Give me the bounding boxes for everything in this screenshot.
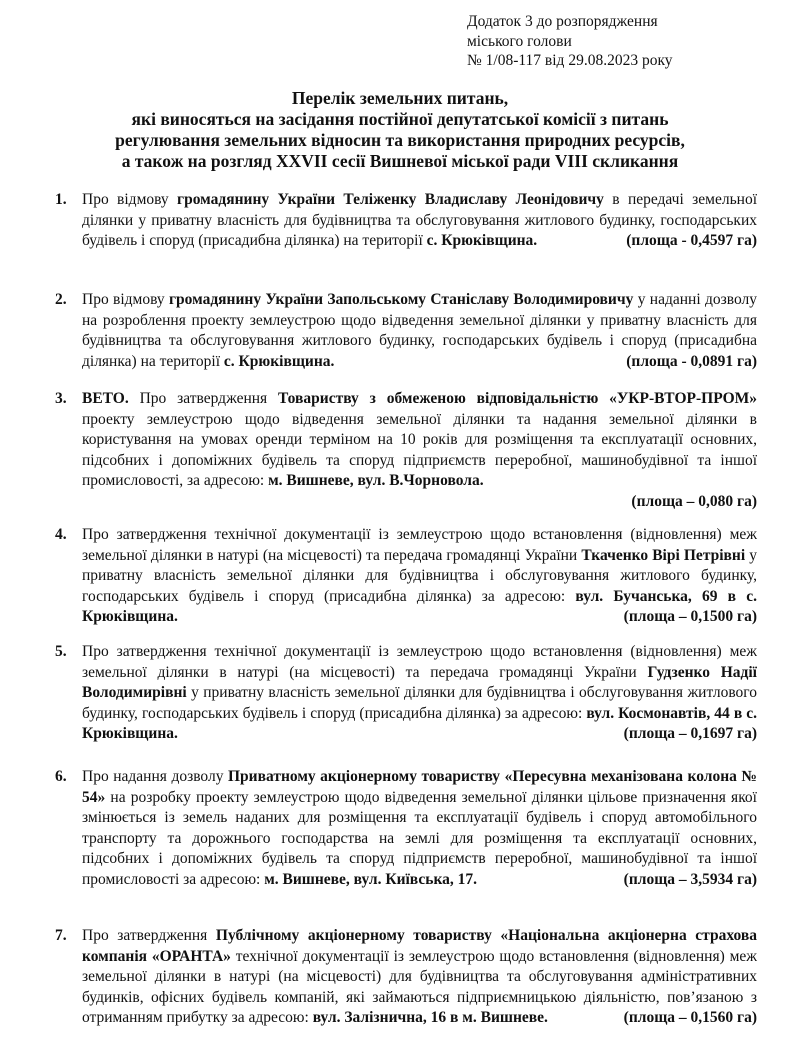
item-number: 1. (55, 191, 67, 208)
item-text: ВЕТО. Про затвердження Товариству з обмеженою відповідальністю «УКР-ВТОР-ПРОМ» проекту землеустрою щодо відведення земельної ділянки та надання земельної ділянки в користування на умовах оренди терміном на 10 років для розміщення та експлуатації основних, підсобних і допоміжних будівель та споруд підприємств переробної, машинобудівної та іншої промисловості, за адресою: м. Вишневе, вул. В.Чорновола. (82, 390, 758, 490)
item-text: Про затвердження технічної документації із землеустрою щодо встановлення (відновлення) меж земельної ділянки в натурі (на місцевості) та передача громадянці України Гудзенко Надії Володимирівні у приватну власність земельної ділянки для будівництва і обслуговування житлового будинку, господарських будівель і споруд (присадибна ділянка) за адресою: вул. Космонавтів, 44 в с. Крюківщина. (площа – 0,1697 га) (82, 642, 757, 745)
area-value: (площа – 0,1697 га) (623, 725, 757, 743)
area-value: (площа - 0,0891 га) (626, 352, 757, 370)
item-number: 7. (55, 927, 67, 944)
list-item (55, 525, 757, 628)
list-item (55, 290, 757, 372)
item-number: 2. (55, 291, 67, 308)
item-number: 3. (55, 390, 67, 407)
title-line: регулювання земельних відносин та використання природних ресурсів, (115, 130, 685, 150)
document-header (467, 12, 787, 71)
item-text: Про відмову громадянину України Запольському Станіславу Володимировичу у наданні дозволу на розроблення проекту землеустрою щодо відведення земельної ділянки у приватну власність для будівництва та обслуговування житлового будинку, господарських будівель і споруд (присадибна ділянка) на території с. Крюківщина. (площа - 0,0891 га) (82, 290, 757, 372)
item-number: 6. (55, 768, 67, 785)
list-item (55, 190, 757, 252)
item-text: Про затвердження Публічному акціонерному товариству «Національна акціонерна страхова компанія «ОРАНТА» технічної документації із землеустрою щодо встановлення (відновлення) меж земельної ділянки в натурі (на місцевості) для будівництва та обслуговування адміністративних будинків, офісних будівель компаній, які займаються підприємницькою діяльністю, пов’язаною з отриманням прибутку за адресою: вул. Залізнична, 16 в м. Вишневе. (площа – 0,1560 га) (82, 926, 757, 1029)
area-value: (площа – 0,080 га) (631, 492, 757, 510)
item-number: 4. (55, 526, 67, 543)
header-line: Додаток 3 до розпорядження (467, 13, 658, 30)
list-item (55, 926, 757, 1029)
list-item (55, 389, 757, 513)
title-line: Перелік земельних питань, (291, 88, 509, 108)
header-line: міського голови (467, 32, 572, 50)
item-number: 5. (55, 643, 67, 660)
title-line: а також на розгляд XXVII сесії Вишневої міської ради VIII скликання (121, 151, 679, 171)
title-line: які виносяться на засідання постійної депутатської комісії з питань (131, 109, 669, 129)
area-value: (площа - 0,4597 га) (626, 232, 757, 250)
area-value: (площа – 0,1560 га) (623, 1009, 757, 1027)
header-line: № 1/08-117 від 29.08.2023 року (467, 52, 673, 69)
item-text: Про надання дозволу Приватному акціонерному товариству «Пересувна механізована колона № 54» на розробку проекту землеустрою щодо відведення земельної ділянки цільове призначення якої змінюється із земель наданих для розміщення та експлуатації будівель і споруд автомобільного транспорту та дорожнього господарства на землі для розміщення та експлуатації основних, підсобних і допоміжних будівель та споруд підприємств переробної, машинобудівної та іншої промисловості за адресою: м. Вишневе, вул. Київська, 17. (площа – 3,5934 га) (82, 767, 757, 891)
list-item (55, 642, 757, 745)
area-value: (площа – 0,1500 га) (623, 608, 757, 626)
document-title (20, 88, 780, 172)
list-item (55, 767, 757, 891)
area-value: (площа – 3,5934 га) (623, 870, 757, 888)
item-text: Про затвердження технічної документації із землеустрою щодо встановлення (відновлення) меж земельної ділянки в натурі (на місцевості) та передача громадянці України Ткаченко Вірі Петрівні у приватну власність земельної ділянки для будівництва і обслуговування житлового будинку, господарських будівель і споруд (присадибна ділянка) за адресою: вул. Бучанська, 69 в с. Крюківщина. (площа – 0,1500 га) (82, 525, 757, 628)
item-text: Про відмову громадянину України Теліженку Владиславу Леонідовичу в передачі земельної ділянки у приватну власність для будівництва та обслуговування житлового будинку, господарських будівель і споруд (присадибна ділянка) на території с. Крюківщина. (площа - 0,4597 га) (82, 190, 757, 252)
